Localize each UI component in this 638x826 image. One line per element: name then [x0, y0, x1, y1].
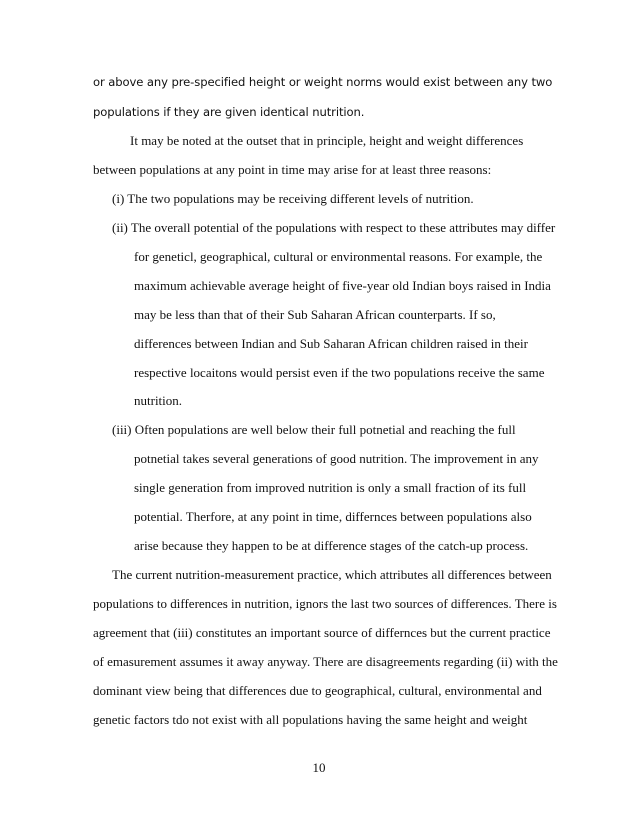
text-line: potnetial takes several generations of good nutrition. The improvement in any: [134, 451, 539, 466]
text-line: maximum achievable average height of five-year old Indian boys raised in India: [134, 278, 551, 293]
text-line: for geneticl, geographical, cultural or environmental reasons. For example, the: [134, 249, 543, 264]
text-line: may be less than that of their Sub Saharan African counterparts. If so,: [134, 307, 496, 322]
text-line: of emasurement assumes it away anyway. There are disagreements regarding (ii) with the: [93, 654, 558, 669]
text-line: populations to differences in nutrition, ignors the last two sources of differences. There is: [93, 596, 557, 611]
page-number: 10: [312, 760, 326, 775]
text-line: differences between Indian and Sub Saharan African children raised in their: [134, 336, 528, 351]
text-line: populations if they are given identical nutrition.: [93, 105, 365, 119]
text-line: respective locaitons would persist even if the two populations receive the same: [134, 365, 545, 380]
list-item-i: (i) The two populations may be receiving different levels of nutrition.: [112, 191, 474, 206]
text-line: genetic factors tdo not exist with all populations having the same height and weight: [93, 712, 528, 727]
list-item-ii: (ii) The overall potential of the populations with respect to these attributes may differ: [112, 220, 556, 235]
text-line: The current nutrition-measurement practice, which attributes all differences between: [112, 567, 552, 582]
text-line: or above any pre-specified height or weight norms would exist between any two: [93, 75, 553, 89]
text-line: dominant view being that differences due to geographical, cultural, environmental and: [93, 683, 542, 698]
text-line: agreement that (iii) constitutes an important source of differnces but the current practice: [93, 625, 551, 640]
text-line: single generation from improved nutrition is only a small fraction of its full: [134, 480, 527, 495]
list-item-iii: (iii) Often populations are well below their full potnetial and reaching the full: [112, 422, 516, 437]
text-line: potential. Therfore, at any point in time, differnces between populations also: [134, 509, 532, 524]
text-line: nutrition.: [134, 393, 183, 408]
text-line: arise because they happen to be at difference stages of the catch-up process.: [134, 538, 529, 553]
text-line: It may be noted at the outset that in principle, height and weight differences: [130, 133, 524, 148]
text-line: between populations at any point in time may arise for at least three reasons:: [93, 162, 492, 177]
